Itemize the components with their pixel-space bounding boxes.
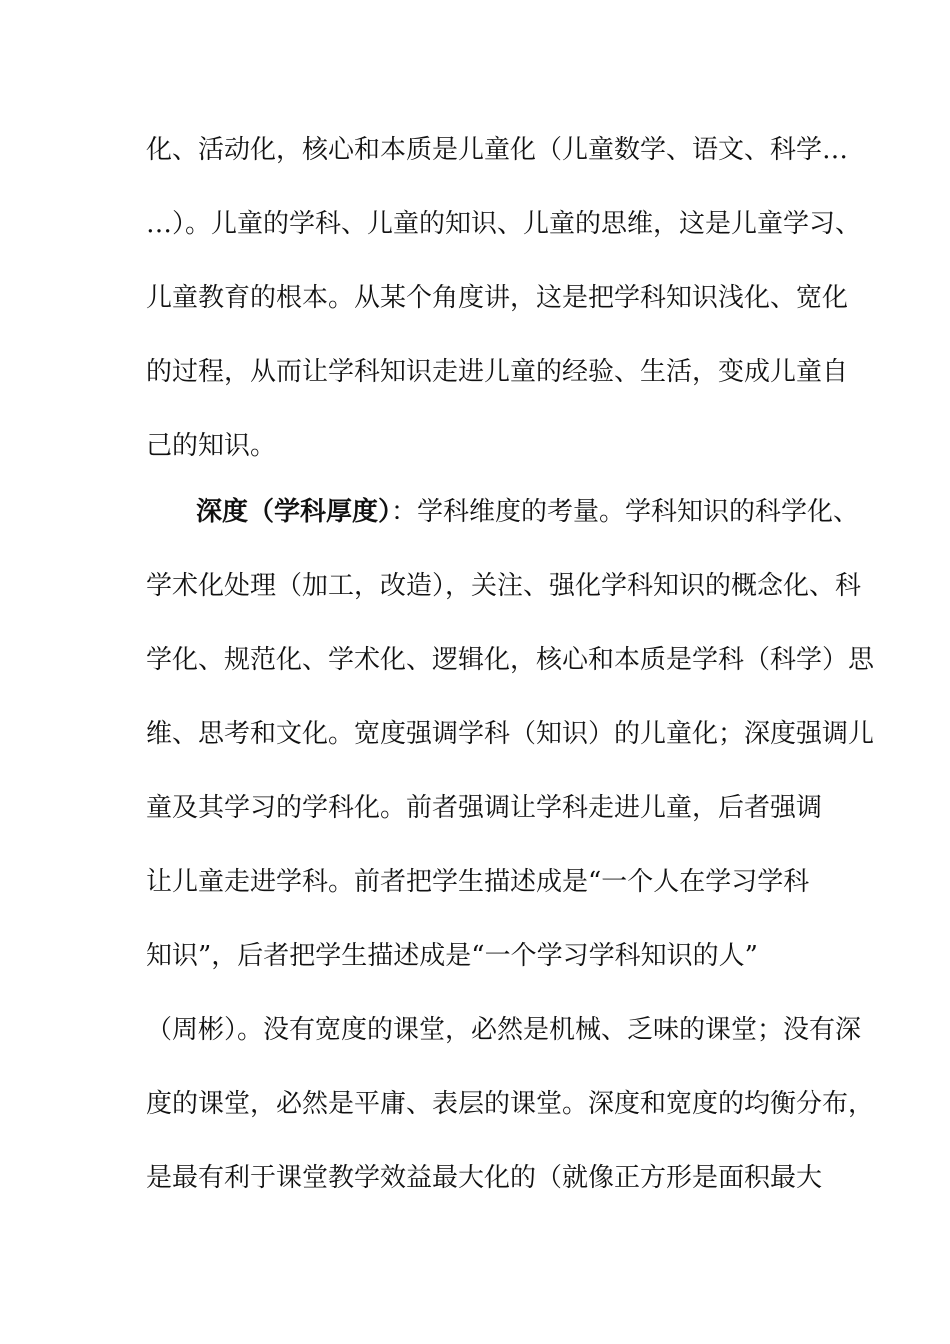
text-line: 维、思考和文化。宽度强调学科（知识）的儿童化；深度强调儿 <box>146 719 875 749</box>
text-line: 己的知识。 <box>146 431 277 461</box>
text-line: 化、活动化，核心和本质是儿童化（儿童数学、语文、科学… <box>146 135 849 165</box>
text-span: ：学科维度的考量。学科知识的科学化、 <box>391 497 860 527</box>
text-line: …）。儿童的学科、儿童的知识、儿童的思维，这是儿童学习、 <box>146 209 862 239</box>
text-line: （周彬）。没有宽度的课堂，必然是机械、乏味的课堂；没有深 <box>146 1015 862 1045</box>
text-line: 儿童教育的根本。从某个角度讲，这是把学科知识浅化、宽化 <box>146 283 849 313</box>
section-heading: 深度（学科厚度） <box>196 497 392 527</box>
paragraph-first-line <box>196 494 859 530</box>
text-line: 度的课堂，必然是平庸、表层的课堂。深度和宽度的均衡分布， <box>146 1089 875 1119</box>
text-line: 学术化处理（加工，改造），关注、强化学科知识的概念化、科 <box>146 571 862 601</box>
text-line: 学化、规范化、学术化、逻辑化，核心和本质是学科（科学）思 <box>146 645 875 675</box>
text-line: 是最有利于课堂教学效益最大化的（就像正方形是面积最大 <box>146 1163 823 1193</box>
text-line: 童及其学习的学科化。前者强调让学科走进儿童，后者强调 <box>146 793 823 823</box>
text-line: 知识”，后者把学生描述成是“一个学习学科知识的人” <box>146 941 758 971</box>
text-line: 的过程，从而让学科知识走进儿童的经验、生活，变成儿童自 <box>146 357 849 387</box>
text-line: 让儿童走进学科。前者把学生描述成是“一个人在学习学科 <box>146 867 810 897</box>
